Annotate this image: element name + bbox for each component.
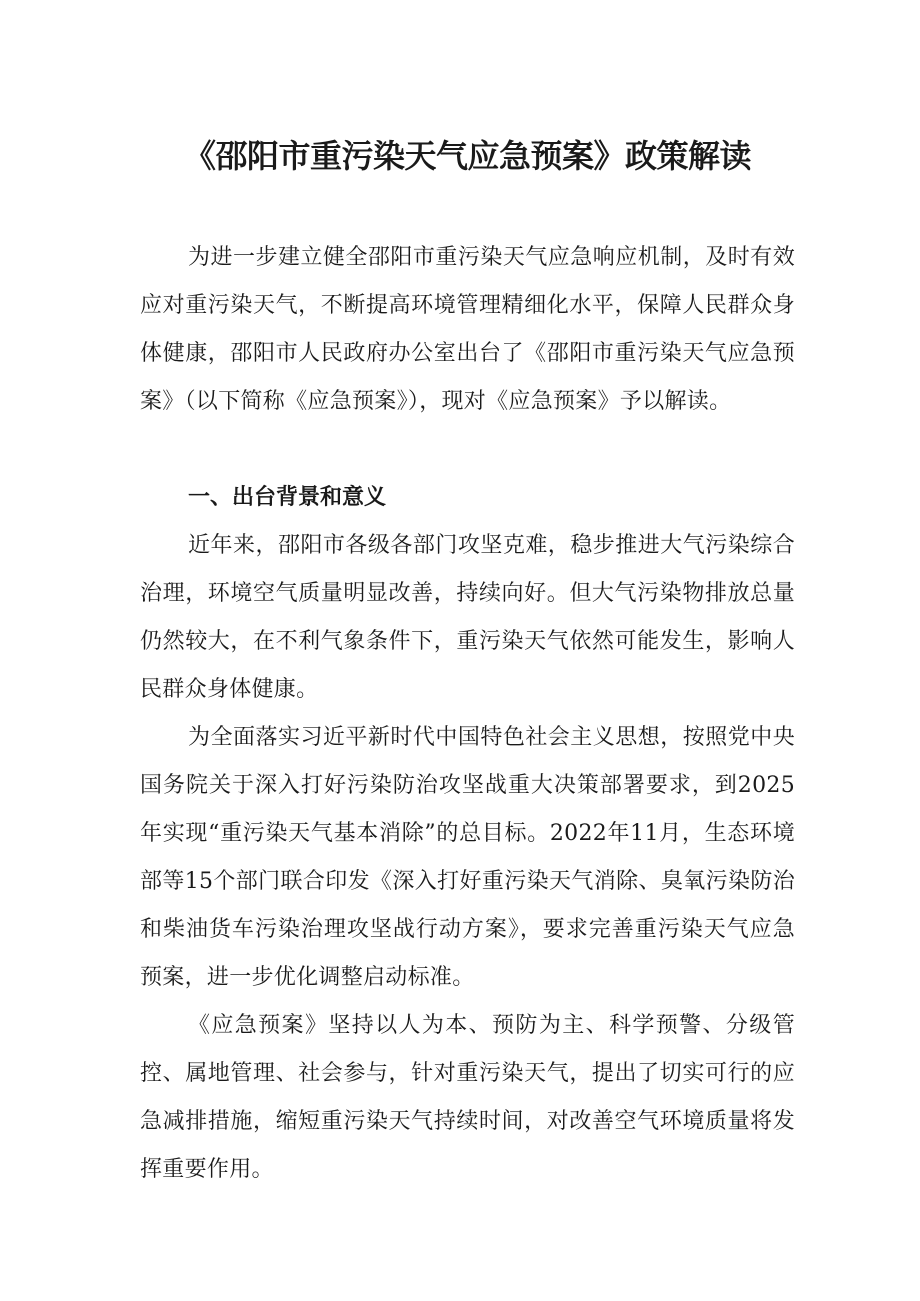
section-heading-background: 一、出台背景和意义	[188, 485, 387, 510]
intro-paragraph: 为进一步建立健全邵阳市重污染天气应急响应机制，及时有效应对重污染天气，不断提高环境管理精细化水平，保障人民群众身体健康，邵阳市人民政府办公室出台了《邵阳市重污染天气应急预案》（以下简称《应急预案》），现对《应急预案》予以解读。	[140, 245, 795, 414]
document-title: 《邵阳市重污染天气应急预案》政策解读	[183, 137, 751, 175]
section-paragraph: 近年来，邵阳市各级各部门攻坚克难，稳步推进大气污染综合治理，环境空气质量明显改善，持续向好。但大气污染物排放总量仍然较大，在不利气象条件下，重污染天气依然可能发生，影响人民群众身体健康。	[140, 533, 795, 702]
section-paragraph: 《应急预案》坚持以人为本、预防为主、科学预警、分级管控、属地管理、社会参与，针对重污染天气，提出了切实可行的应急减排措施，缩短重污染天气持续时间，对改善空气环境质量将发挥重要作用。	[140, 1013, 795, 1182]
section-paragraph: 为全面落实习近平新时代中国特色社会主义思想，按照党中央国务院关于深入打好污染防治攻坚战重大决策部署要求，到2025年实现“重污染天气基本消除”的总目标。2022年11月，生态环境部等15个部门联合印发《深入打好重污染天气消除、臭氧污染防治和柴油货车污染治理攻坚战行动方案》，要求完善重污染天气应急预案，进一步优化调整启动标准。	[140, 725, 795, 990]
